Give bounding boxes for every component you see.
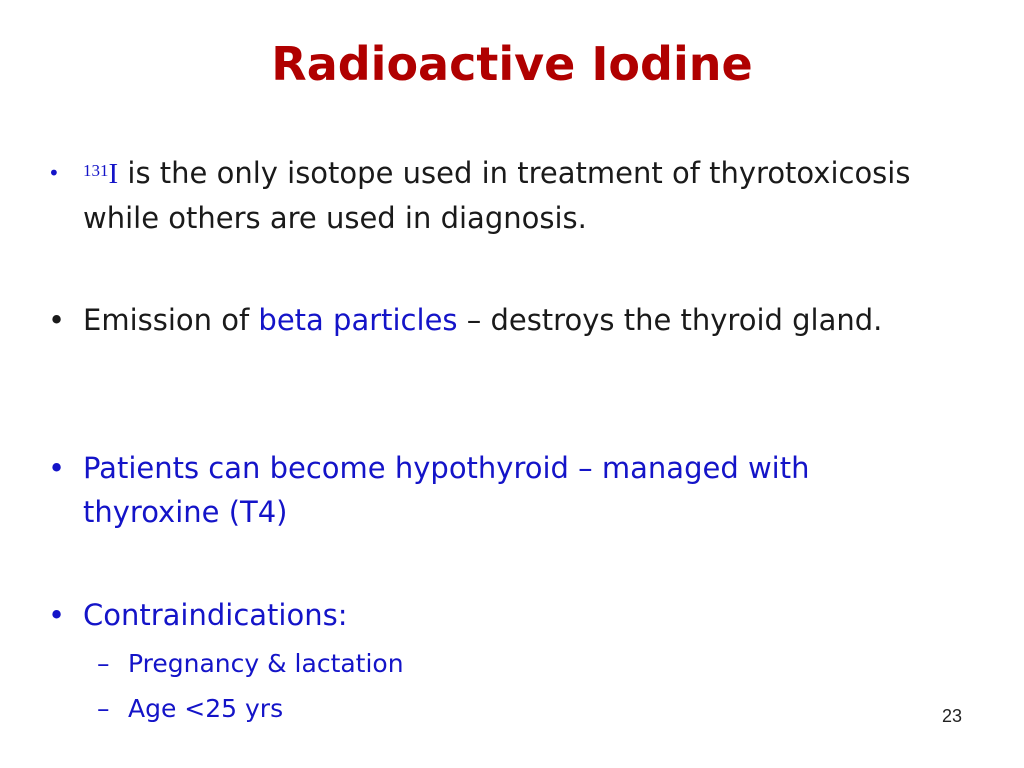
sub-item-marker: – bbox=[97, 649, 110, 678]
sub-item-marker: – bbox=[97, 694, 110, 723]
bullet-marker: • bbox=[48, 303, 66, 337]
isotope-symbol: I bbox=[108, 158, 119, 190]
bullet-text bbox=[83, 298, 953, 342]
bullet-marker: • bbox=[48, 451, 66, 485]
page-number: 23 bbox=[941, 706, 962, 726]
bullet-text: Contraindications: bbox=[83, 598, 348, 632]
slide-title: Radioactive Iodine bbox=[271, 37, 753, 91]
beta-particles-highlight: beta particles bbox=[258, 303, 458, 337]
bullet-text-before: Emission of bbox=[83, 303, 259, 337]
bullet-marker: • bbox=[48, 598, 66, 632]
bullet-text-after: – destroys the thyroid gland. bbox=[457, 303, 883, 337]
sub-item-text: Age <25 yrs bbox=[128, 694, 284, 723]
isotope-mass-number: 131 bbox=[83, 161, 109, 180]
bullet-text-content: is the only isotope used in treatment of thyrotoxicosis while others are used in diagnosis. bbox=[83, 156, 911, 235]
bullet-text bbox=[83, 151, 953, 240]
bullet-text: Patients can become hypothyroid – managed with thyroxine (T4) bbox=[83, 451, 810, 529]
bullet-marker: • bbox=[48, 161, 60, 185]
sub-item-text: Pregnancy & lactation bbox=[128, 649, 404, 678]
